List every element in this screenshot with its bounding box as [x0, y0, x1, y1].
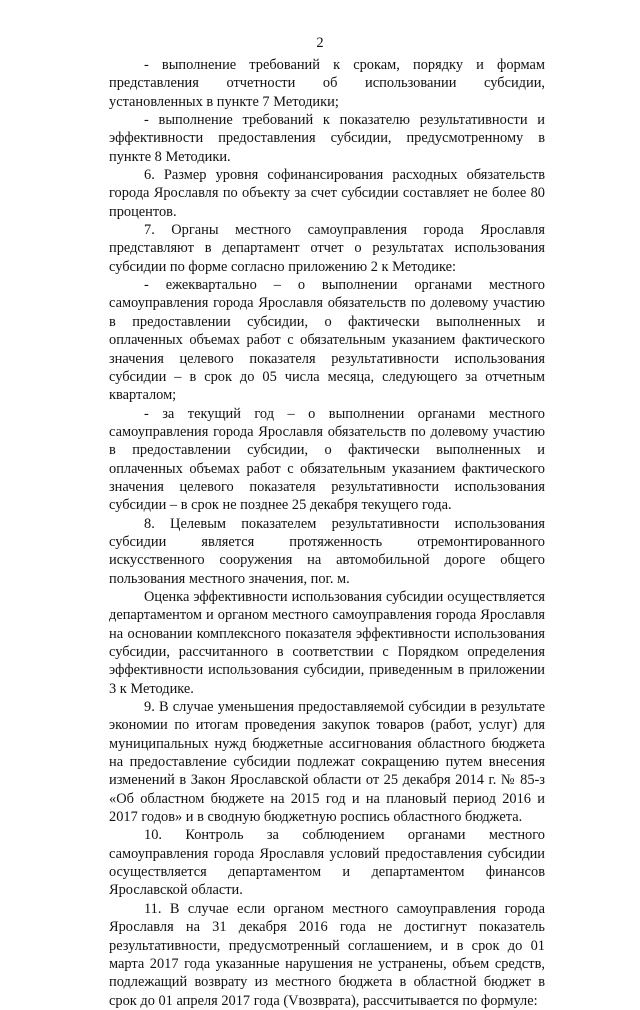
paragraph-8-target-indicator: 8. Целевым показателем результативности использования субсидии является протяженность отремонтированного искусственного сооружения на автомобильной дороге общего пользования местного значения, пог. м. — [109, 515, 545, 587]
paragraph-performance-requirements: - выполнение требований к показателю результативности и эффективности предоставления субсидии, предусмотренному в пункте 8 Методики. — [109, 112, 545, 165]
paragraph-10-control: 10. Контроль за соблюдением органами местного самоуправления города Ярославля условий предоставления субсидии осуществляется департаментом и департаментом финансов Ярославской области. — [109, 827, 545, 899]
paragraph-quarterly-report: - ежеквартально – о выполнении органами местного самоуправления города Ярославля обязательств по долевому участию в предоставлении субсидии, о фактически выполненных и оплаченных объемах работ с обязательным указанием фактического значения целевого показателя результативности использования субсидии – в срок до 05 числа месяца, следующего за отчетным кварталом; — [109, 277, 545, 404]
paragraph-efficiency-assessment: Оценка эффективности использования субсидии осуществляется департаментом и органом местного самоуправления города Ярославля на основании комплексного показателя эффективности использования субсидии, рассчитанного в соответствии с Порядком определения эффективности использования субсидии, приведенным в приложении 3 к Методике. — [109, 588, 545, 697]
paragraph-annual-report: - за текущий год – о выполнении органами местного самоуправления города Ярославля обязательств по долевому участию в предоставлении субсидии, о фактически выполненных и оплаченных объемах работ с обязательным указанием фактического значения целевого показателя результативности использования субсидии – в срок не позднее 25 декабря текущего года. — [109, 405, 545, 514]
page-number: 2 — [316, 35, 324, 51]
paragraph-6-cofinancing: 6. Размер уровня софинансирования расходных обязательств города Ярославля по объекту за счет субсидии составляет не более 80 процентов. — [109, 167, 545, 220]
document-body — [109, 56, 545, 1010]
paragraph-11-refund: 11. В случае если органом местного самоуправления города Ярославля на 31 декабря 2016 года не достигнут показатель результативности, предусмотренный соглашением, и в срок до 01 марта 2017 года указанные нарушения не устранены, объем средств, подлежащий возврату из местного бюджета в областной бюджет в срок до 01 апреля 2017 года (Vвозврата), рассчитывается по формуле: — [109, 900, 545, 1009]
paragraph-7-reports: 7. Органы местного самоуправления города Ярославля представляют в департамент отчет о результатах использования субсидии по форме согласно приложению 2 к Методике: — [109, 222, 545, 275]
paragraph-9-subsidy-reduction: 9. В случае уменьшения предоставляемой субсидии в результате экономии по итогам проведения закупок товаров (работ, услуг) для муниципальных нужд бюджетные ассигнования областного бюджета на предоставление субсидии подлежат сокращению путем внесения изменений в Закон Ярославской области от 25 декабря 2014 г. № 85-з «Об областном бюджете на 2015 год и на плановый период 2016 и 2017 годов» и в сводную бюджетную роспись областного бюджета. — [109, 699, 545, 826]
paragraph-reporting-requirements: - выполнение требований к срокам, порядку и формам представления отчетности об использовании субсидии, установленных в пункте 7 Методики; — [109, 57, 545, 110]
